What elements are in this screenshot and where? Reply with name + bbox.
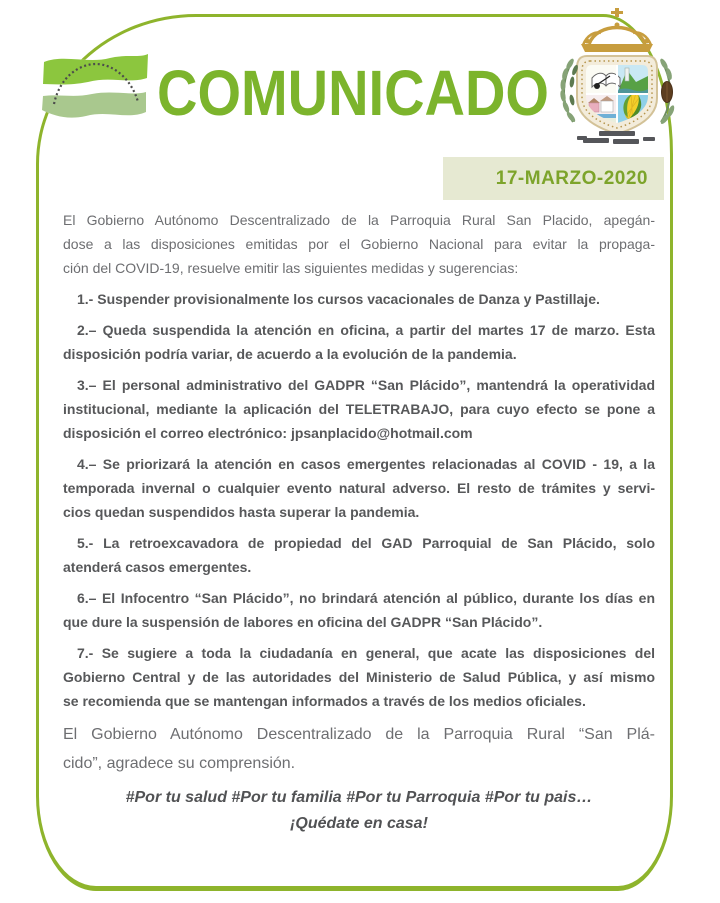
- flag-graphic: [40, 50, 152, 126]
- crest-graphic: [543, 8, 691, 144]
- text-line: 1.- Suspender provisionalmente los cursos vacacionales de Danza y Pastillaje.: [77, 291, 600, 307]
- text-line: que dure la suspensión de labores en oficina del GADPR “San Plácido”.: [63, 614, 543, 630]
- paragraph-item-1: [63, 287, 655, 311]
- text-line: 7.- Se sugiere a toda la ciudadanía en general, que acate las disposiciones del: [77, 645, 655, 661]
- text-line: dose a las disposiciones emitidas por el Gobierno Nacional para evitar la propaga-: [63, 236, 655, 252]
- text-line: El Gobierno Autónomo Descentralizado de la Parroquia Rural “San Plá-: [63, 726, 655, 743]
- paragraph-item-4: [63, 452, 655, 524]
- text-line: El Gobierno Autónomo Descentralizado de la Parroquia Rural San Placido, apegán-: [63, 212, 655, 228]
- paragraph-hashtags: [63, 785, 655, 837]
- text-line: Gobierno Central y de las autoridades del Ministerio de Salud Pública, y así mismo: [63, 669, 655, 685]
- text-line: se recomienda que se mantengan informados a través de los medios oficiales.: [63, 693, 586, 709]
- paragraph-item-7: [63, 641, 655, 713]
- date-text: 17-MARZO-2020: [495, 167, 648, 189]
- text-line: atenderá casos emergentes.: [63, 559, 252, 575]
- text-line: 2.– Queda suspendida la atención en oficina, a partir del martes 17 de marzo. Esta: [77, 322, 655, 338]
- text-line: 6.– El Infocentro “San Plácido”, no brindará atención al público, durante los días en: [77, 590, 655, 606]
- text-line: temporada invernal o cualquier evento natural adverso. El resto de trámites y servi-: [63, 480, 655, 496]
- parish-flag-icon: [40, 50, 152, 126]
- text-line: institucional, mediante la aplicación del TELETRABAJO, para cuyo efecto se pone a: [63, 401, 655, 417]
- body-text: [63, 208, 655, 844]
- paragraph-closing: [63, 720, 655, 778]
- text-line: disposición podría variar, de acuerdo a la evolución de la pandemia.: [63, 346, 517, 362]
- coat-of-arms-icon: [543, 8, 691, 144]
- paragraph-item-5: [63, 531, 655, 579]
- text-line: ¡Quédate en casa!: [290, 815, 428, 832]
- date-banner: [443, 157, 664, 200]
- paragraph-item-2: [63, 318, 655, 366]
- crown: [581, 8, 653, 52]
- paragraph-item-3: [63, 373, 655, 445]
- text-line: #Por tu salud #Por tu familia #Por tu Parroquia #Por tu pais…: [125, 789, 593, 806]
- text-line: disposición el correo electrónico: jpsanplacido@hotmail.com: [63, 425, 473, 441]
- text-line: cios quedan suspendidos hasta superar la pandemia.: [63, 504, 420, 520]
- paragraph-item-6: [63, 586, 655, 634]
- text-line: 4.– Se priorizará la atención en casos emergentes relacionadas al COVID - 19, a la: [77, 456, 655, 472]
- text-line: 5.- La retroexcavadora de propiedad del GAD Parroquial de San Plácido, solo: [77, 535, 655, 551]
- paragraph-intro: [63, 208, 655, 280]
- text-line: 3.– El personal administrativo del GADPR “San Plácido”, mantendrá la operatividad: [77, 377, 655, 393]
- page-title: COMUNICADO: [157, 57, 549, 129]
- scroll-banner: [577, 131, 655, 144]
- text-line: cido”, agradece su comprensión.: [63, 755, 296, 772]
- text-line: ción del COVID-19, resuelve emitir las siguientes medidas y sugerencias:: [63, 260, 519, 276]
